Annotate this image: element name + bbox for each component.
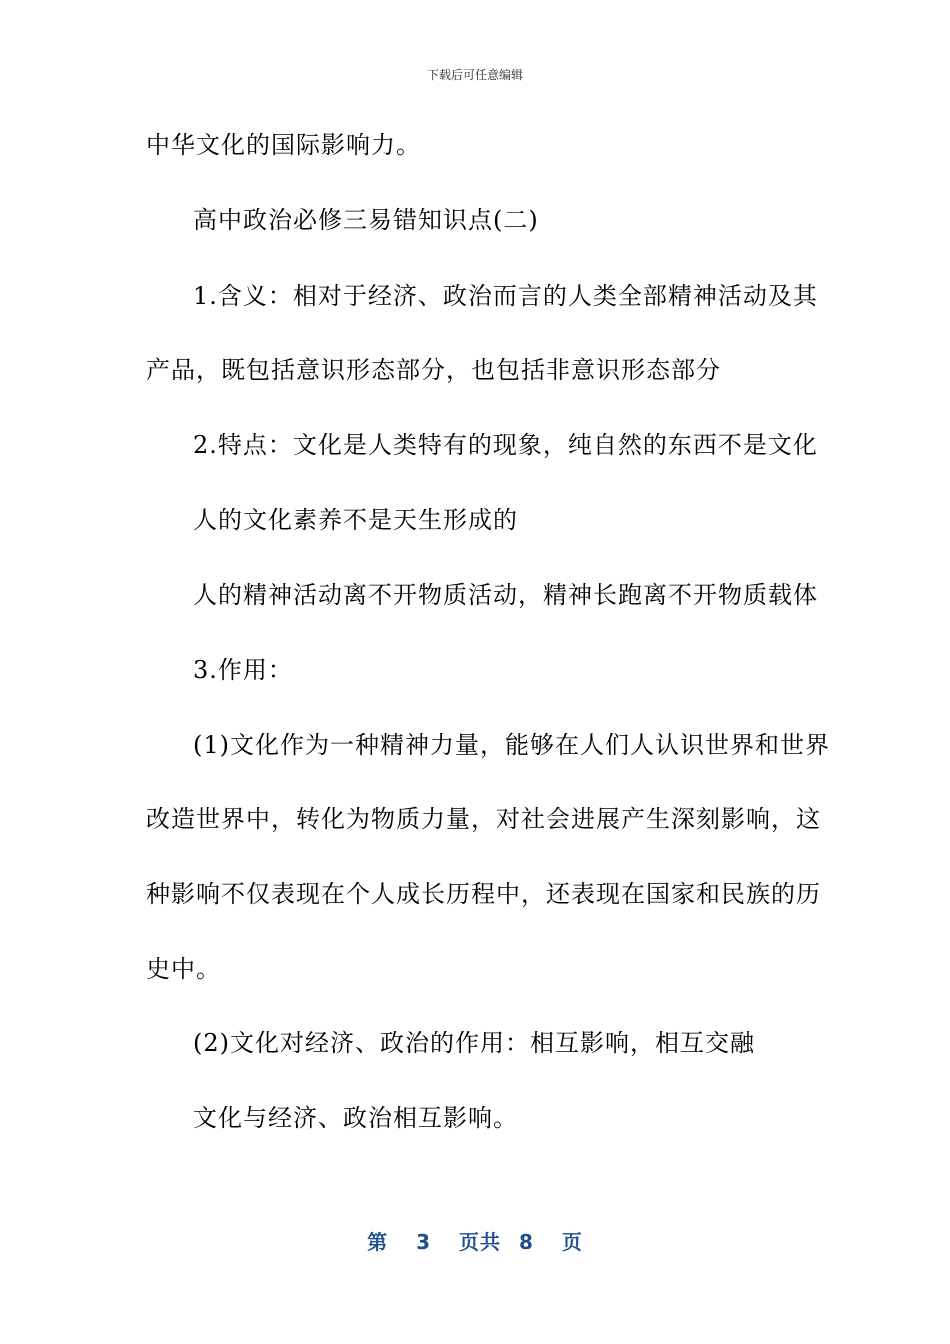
paragraph-line: 人的文化素养不是天生形成的 <box>193 506 518 534</box>
section-heading: 高中政治必修三易错知识点(二) <box>193 206 539 234</box>
paragraph-line: (1)文化作为一种精神力量，能够在人们人认识世界和世界 <box>193 731 830 759</box>
paragraph-line: 产品，既包括意识形态部分，也包括非意识形态部分 <box>146 356 721 384</box>
current-page-number: 3 <box>416 1230 431 1254</box>
paragraph-line: 3.作用： <box>193 656 293 684</box>
paragraph-line: 史中。 <box>146 955 221 983</box>
total-pages-number: 8 <box>519 1230 534 1254</box>
page-label-prefix: 第 <box>367 1230 389 1254</box>
paragraph-line: 种影响不仅表现在个人成长历程中，还表现在国家和民族的历 <box>146 880 821 908</box>
paragraph-line: 中华文化的国际影响力。 <box>146 131 421 159</box>
paragraph-line: 2.特点：文化是人类特有的现象，纯自然的东西不是文化 <box>193 431 818 459</box>
page-footer <box>0 1226 950 1255</box>
paragraph-line: 文化与经济、政治相互影响。 <box>193 1104 518 1132</box>
page-label-mid: 页共 <box>459 1230 501 1254</box>
paragraph-line: 1.含义：相对于经济、政治而言的人类全部精神活动及其 <box>193 282 818 310</box>
page-header-note: 下载后可任意编辑 <box>426 68 523 82</box>
paragraph-line: 改造世界中，转化为物质力量，对社会进展产生深刻影响，这 <box>146 805 821 833</box>
paragraph-line: 人的精神活动离不开物质活动，精神长跑离不开物质载体 <box>193 581 818 609</box>
paragraph-line: (2)文化对经济、政治的作用：相互影响，相互交融 <box>193 1029 755 1057</box>
page-label-suffix: 页 <box>561 1230 583 1254</box>
